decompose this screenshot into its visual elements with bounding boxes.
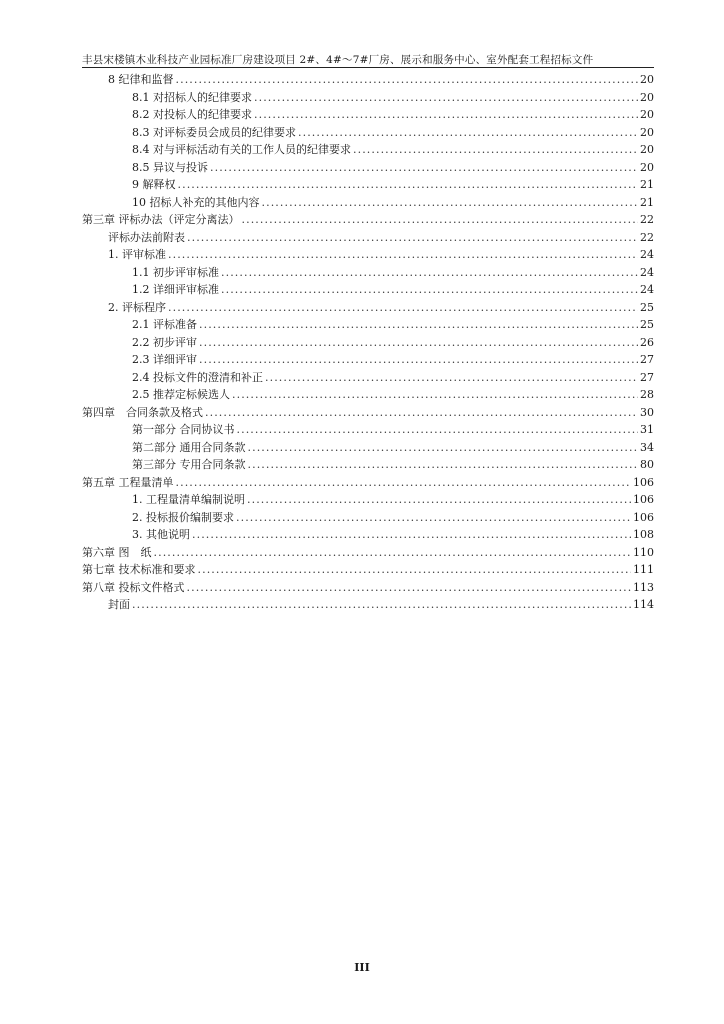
toc-entry-title: 1.1 初步评审标准 [132,265,219,279]
toc-entry[interactable] [82,456,654,474]
toc-entry[interactable] [82,159,654,177]
toc-entry-page: 26 [640,335,654,349]
toc-entry-page: 31 [640,423,654,436]
dot-leader [265,369,638,387]
toc-entry-title: 2.1 评标准备 [132,318,197,331]
toc-entry-title: 评标办法前附表 [108,230,185,244]
document-header: 丰县宋楼镇木业科技产业园标准厂房建设项目 2#、4#～7#厂房、展示和服务中心、室外配套工程招标文件 [82,54,594,66]
toc-entry-title: 1.2 详细评审标准 [132,283,219,296]
toc-entry-page: 28 [640,388,654,401]
toc-entry[interactable] [82,124,654,142]
toc-entry[interactable] [82,246,654,264]
toc-entry[interactable] [82,299,654,317]
toc-entry[interactable] [82,421,654,439]
toc-entry-title: 第四章 合同条款及格式 [82,405,203,419]
dot-leader [236,509,631,527]
toc-entry[interactable] [82,526,654,544]
dot-leader [254,106,638,124]
toc-entry-title: 10 招标人补充的其他内容 [132,195,260,209]
toc-entry[interactable] [82,509,654,527]
toc-entry[interactable] [82,561,654,579]
toc-entry-page: 20 [640,143,654,156]
toc-entry[interactable] [82,351,654,369]
toc-entry-title: 9 解释权 [132,178,176,191]
toc-entry-title: 第二部分 通用合同条款 [132,440,246,454]
toc-entry-title: 1. 工程量清单编制说明 [132,493,245,506]
toc-entry[interactable] [82,369,654,387]
table-of-contents [82,71,654,614]
toc-entry-page: 106 [633,493,654,506]
toc-entry-page: 20 [640,160,654,174]
toc-entry-page: 108 [633,528,654,541]
dot-leader [205,404,638,422]
toc-entry-page: 80 [640,458,654,471]
toc-entry-page: 110 [633,545,654,559]
toc-entry-title: 2.4 投标文件的澄清和补正 [132,370,263,384]
toc-entry-page: 22 [640,230,654,244]
dot-leader [237,421,639,439]
toc-entry-page: 25 [640,300,654,314]
toc-entry[interactable] [82,491,654,509]
dot-leader [192,526,631,544]
toc-entry-title: 2. 投标报价编制要求 [132,510,234,524]
toc-entry[interactable] [82,439,654,457]
toc-entry-page: 111 [633,563,654,576]
toc-entry[interactable] [82,264,654,282]
toc-entry-title: 8.1 对招标人的纪律要求 [132,90,252,104]
toc-entry-title: 8.5 异议与投诉 [132,160,208,174]
toc-entry-title: 第三章 评标办法（评定分离法） [82,213,240,226]
dot-leader [210,159,638,177]
toc-entry-page: 20 [640,108,654,121]
toc-entry-page: 34 [640,440,654,454]
toc-entry[interactable] [82,544,654,562]
toc-entry-title: 1. 评审标准 [108,248,166,261]
toc-entry-page: 27 [640,370,654,384]
dot-leader [221,281,638,299]
toc-entry-page: 113 [633,580,654,594]
dot-leader [198,561,632,579]
toc-entry-title: 3. 其他说明 [132,528,190,541]
dot-leader [353,141,638,159]
toc-entry-page: 30 [640,405,654,419]
toc-entry-title: 第六章 图 纸 [82,545,152,559]
toc-entry[interactable] [82,71,654,89]
dot-leader [178,176,639,194]
toc-entry-page: 114 [633,598,654,611]
toc-entry-page: 24 [640,283,654,296]
toc-entry-title: 8 纪律和监督 [108,73,174,86]
toc-entry[interactable] [82,474,654,492]
dot-leader [176,474,632,492]
page-number: III [354,961,370,974]
dot-leader [242,211,639,229]
dot-leader [221,264,638,282]
toc-entry-title: 第八章 投标文件格式 [82,580,185,594]
toc-entry-title: 8.3 对评标委员会成员的纪律要求 [132,125,296,139]
dot-leader [132,596,631,614]
toc-entry[interactable] [82,106,654,124]
toc-entry[interactable] [82,596,654,614]
toc-entry-page: 20 [640,90,654,104]
toc-entry[interactable] [82,211,654,229]
dot-leader [262,194,639,212]
toc-entry-title: 第一部分 合同协议书 [132,423,235,436]
toc-entry-title: 第五章 工程量清单 [82,475,174,489]
toc-entry[interactable] [82,281,654,299]
dot-leader [247,491,631,509]
toc-entry-title: 第七章 技术标准和要求 [82,563,196,576]
toc-entry-title: 2.3 详细评审 [132,353,197,366]
toc-entry-page: 25 [640,318,654,331]
toc-entry[interactable] [82,404,654,422]
dot-leader [154,544,632,562]
dot-leader [199,351,638,369]
toc-entry[interactable] [82,579,654,597]
toc-entry-page: 106 [633,510,654,524]
dot-leader [187,579,632,597]
toc-entry[interactable] [82,334,654,352]
toc-entry-page: 21 [640,178,654,191]
dot-leader [187,229,638,247]
toc-entry-title: 8.4 对与评标活动有关的工作人员的纪律要求 [132,143,351,156]
toc-entry[interactable] [82,141,654,159]
toc-entry[interactable] [82,386,654,404]
toc-entry-title: 第三部分 专用合同条款 [132,458,246,471]
toc-entry-page: 22 [640,213,654,226]
dot-leader [168,299,638,317]
dot-leader [254,89,638,107]
toc-entry-page: 21 [640,195,654,209]
dot-leader [176,71,639,89]
dot-leader [248,439,639,457]
toc-entry-title: 2.2 初步评审 [132,335,197,349]
toc-entry-page: 20 [640,73,654,86]
dot-leader [298,124,638,142]
toc-entry-page: 20 [640,125,654,139]
toc-entry-title: 封面 [108,598,130,611]
dot-leader [199,316,638,334]
toc-entry-page: 24 [640,265,654,279]
dot-leader [168,246,638,264]
toc-entry-title: 2. 评标程序 [108,300,166,314]
toc-entry-title: 2.5 推荐定标候选人 [132,388,230,401]
toc-entry-page: 27 [640,353,654,366]
toc-entry[interactable] [82,316,654,334]
dot-leader [248,456,639,474]
toc-entry[interactable] [82,229,654,247]
toc-entry-title: 8.2 对投标人的纪律要求 [132,108,252,121]
toc-entry[interactable] [82,89,654,107]
toc-entry-page: 24 [640,248,654,261]
header-rule [82,67,654,68]
dot-leader [199,334,638,352]
toc-entry-page: 106 [633,475,654,489]
dot-leader [232,386,638,404]
toc-entry[interactable] [82,194,654,212]
toc-entry[interactable] [82,176,654,194]
